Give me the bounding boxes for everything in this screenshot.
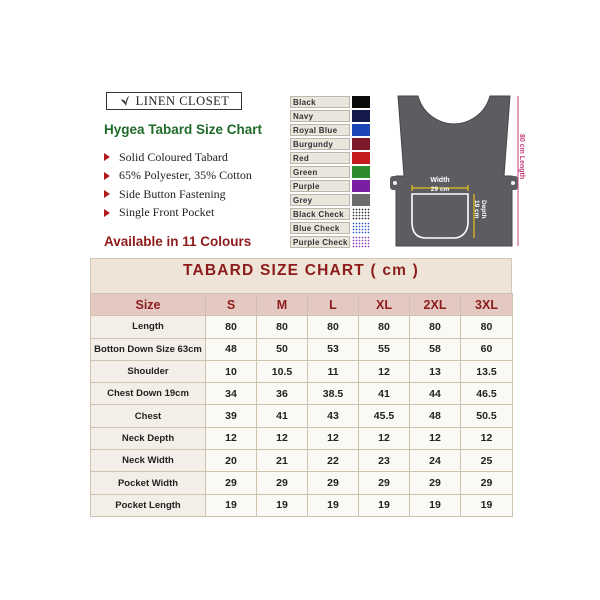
feature-item bbox=[104, 167, 252, 186]
feature-list bbox=[104, 148, 252, 222]
colour-row bbox=[290, 179, 372, 193]
table-cell: 10 bbox=[206, 360, 257, 382]
size-header-cell: 2XL bbox=[410, 294, 461, 316]
colour-row bbox=[290, 207, 372, 221]
table-cell: 29 bbox=[359, 472, 410, 494]
bullet-icon bbox=[104, 172, 110, 180]
table-cell: 11 bbox=[308, 360, 359, 382]
colour-swatch bbox=[352, 222, 370, 234]
tabard-diagram bbox=[384, 90, 524, 250]
table-cell: 48 bbox=[410, 405, 461, 427]
brand-logo bbox=[106, 92, 242, 110]
size-header-cell: L bbox=[308, 294, 359, 316]
colour-name: Green bbox=[290, 166, 350, 178]
table-cell: 12 bbox=[257, 427, 308, 449]
depth-label: Depth bbox=[480, 200, 487, 219]
table-cell: 19 bbox=[206, 494, 257, 516]
size-chart-table bbox=[90, 293, 513, 517]
table-cell: 55 bbox=[359, 338, 410, 360]
colour-row bbox=[290, 193, 372, 207]
table-cell: 29 bbox=[257, 472, 308, 494]
colour-name: Blue Check bbox=[290, 222, 350, 234]
table-cell: 80 bbox=[257, 316, 308, 338]
table-cell: 80 bbox=[461, 316, 513, 338]
table-cell: 38.5 bbox=[308, 383, 359, 405]
colour-swatch bbox=[352, 166, 370, 178]
table-cell: 20 bbox=[206, 450, 257, 472]
table-row bbox=[91, 472, 513, 494]
page-title: Hygea Tabard Size Chart bbox=[104, 122, 263, 137]
flourish-icon bbox=[119, 95, 133, 107]
bullet-icon bbox=[104, 153, 110, 161]
colour-name: Black Check bbox=[290, 208, 350, 220]
table-cell: 13.5 bbox=[461, 360, 513, 382]
row-label: Chest Down 19cm bbox=[91, 383, 206, 405]
colour-swatch bbox=[352, 236, 370, 248]
width-label: Width bbox=[430, 177, 450, 184]
table-cell: 44 bbox=[410, 383, 461, 405]
table-cell: 12 bbox=[206, 427, 257, 449]
table-cell: 12 bbox=[410, 427, 461, 449]
colour-swatch bbox=[352, 180, 370, 192]
table-cell: 80 bbox=[410, 316, 461, 338]
feature-item bbox=[104, 204, 252, 223]
table-cell: 12 bbox=[359, 360, 410, 382]
width-value: 29 cm bbox=[430, 186, 450, 193]
table-cell: 25 bbox=[461, 450, 513, 472]
colour-swatch bbox=[352, 124, 370, 136]
table-cell: 24 bbox=[410, 450, 461, 472]
bullet-icon bbox=[104, 190, 110, 198]
row-label: Neck Width bbox=[91, 450, 206, 472]
colour-row bbox=[290, 95, 372, 109]
row-label: Neck Depth bbox=[91, 427, 206, 449]
table-row bbox=[91, 494, 513, 516]
size-header-label: Size bbox=[91, 294, 206, 316]
table-cell: 19 bbox=[359, 494, 410, 516]
size-header-row bbox=[91, 294, 513, 316]
colour-row bbox=[290, 109, 372, 123]
table-cell: 80 bbox=[206, 316, 257, 338]
colour-row bbox=[290, 123, 372, 137]
colour-name: Purple Check bbox=[290, 236, 350, 248]
colour-row bbox=[290, 221, 372, 235]
feature-text: Side Button Fastening bbox=[119, 186, 226, 201]
table-row bbox=[91, 405, 513, 427]
colour-swatch bbox=[352, 96, 370, 108]
table-row bbox=[91, 338, 513, 360]
table-cell: 36 bbox=[257, 383, 308, 405]
feature-text: Solid Coloured Tabard bbox=[119, 149, 228, 164]
table-cell: 45.5 bbox=[359, 405, 410, 427]
table-cell: 80 bbox=[308, 316, 359, 338]
table-cell: 23 bbox=[359, 450, 410, 472]
size-chart-title: TABARD SIZE CHART ( cm ) bbox=[182, 262, 420, 279]
colour-swatch bbox=[352, 138, 370, 150]
row-label: Botton Down Size 63cm bbox=[91, 338, 206, 360]
row-label: Shoulder bbox=[91, 360, 206, 382]
table-cell: 41 bbox=[359, 383, 410, 405]
table-cell: 21 bbox=[257, 450, 308, 472]
colour-swatch bbox=[352, 152, 370, 164]
table-cell: 10.5 bbox=[257, 360, 308, 382]
size-header-cell: XL bbox=[359, 294, 410, 316]
table-cell: 29 bbox=[206, 472, 257, 494]
row-label: Chest bbox=[91, 405, 206, 427]
table-cell: 19 bbox=[257, 494, 308, 516]
table-cell: 46.5 bbox=[461, 383, 513, 405]
table-cell: 50.5 bbox=[461, 405, 513, 427]
table-row bbox=[91, 427, 513, 449]
row-label: Pocket Length bbox=[91, 494, 206, 516]
table-cell: 19 bbox=[308, 494, 359, 516]
size-header-cell: 3XL bbox=[461, 294, 513, 316]
table-cell: 22 bbox=[308, 450, 359, 472]
row-label: Length bbox=[91, 316, 206, 338]
colour-name: Black bbox=[290, 96, 350, 108]
bullet-icon bbox=[104, 209, 110, 217]
colour-swatch bbox=[352, 208, 370, 220]
size-header-cell: M bbox=[257, 294, 308, 316]
colour-list bbox=[290, 95, 372, 249]
depth-value: 19 cm bbox=[473, 200, 480, 219]
table-cell: 60 bbox=[461, 338, 513, 360]
table-cell: 19 bbox=[410, 494, 461, 516]
feature-text: 65% Polyester, 35% Cotton bbox=[119, 168, 252, 183]
table-cell: 29 bbox=[410, 472, 461, 494]
table-cell: 29 bbox=[461, 472, 513, 494]
table-row bbox=[91, 316, 513, 338]
table-cell: 29 bbox=[308, 472, 359, 494]
colour-name: Purple bbox=[290, 180, 350, 192]
pocket bbox=[412, 194, 468, 238]
colour-swatch bbox=[352, 110, 370, 122]
table-cell: 53 bbox=[308, 338, 359, 360]
availability-text: Available in 11 Colours bbox=[104, 234, 252, 249]
colour-row bbox=[290, 235, 372, 249]
table-cell: 50 bbox=[257, 338, 308, 360]
colour-row bbox=[290, 137, 372, 151]
length-label: 80 cm Length bbox=[518, 134, 525, 180]
table-cell: 13 bbox=[410, 360, 461, 382]
colour-row bbox=[290, 151, 372, 165]
feature-item bbox=[104, 185, 252, 204]
colour-name: Burgundy bbox=[290, 138, 350, 150]
brand-name: LINEN CLOSET bbox=[135, 93, 230, 108]
table-cell: 39 bbox=[206, 405, 257, 427]
table-cell: 41 bbox=[257, 405, 308, 427]
table-cell: 12 bbox=[461, 427, 513, 449]
table-cell: 48 bbox=[206, 338, 257, 360]
table-cell: 19 bbox=[461, 494, 513, 516]
table-cell: 12 bbox=[308, 427, 359, 449]
table-cell: 12 bbox=[359, 427, 410, 449]
colour-name: Red bbox=[290, 152, 350, 164]
button-icon bbox=[511, 181, 515, 185]
table-cell: 58 bbox=[410, 338, 461, 360]
table-cell: 80 bbox=[359, 316, 410, 338]
row-label: Pocket Width bbox=[91, 472, 206, 494]
colour-name: Royal Blue bbox=[290, 124, 350, 136]
table-row bbox=[91, 383, 513, 405]
colour-name: Grey bbox=[290, 194, 350, 206]
table-cell: 43 bbox=[308, 405, 359, 427]
table-row bbox=[91, 360, 513, 382]
colour-swatch bbox=[352, 194, 370, 206]
button-icon bbox=[393, 181, 397, 185]
colour-name: Navy bbox=[290, 110, 350, 122]
table-cell: 34 bbox=[206, 383, 257, 405]
size-header-cell: S bbox=[206, 294, 257, 316]
table-row bbox=[91, 450, 513, 472]
colour-row bbox=[290, 165, 372, 179]
feature-text: Single Front Pocket bbox=[119, 205, 215, 220]
feature-item bbox=[104, 148, 252, 167]
